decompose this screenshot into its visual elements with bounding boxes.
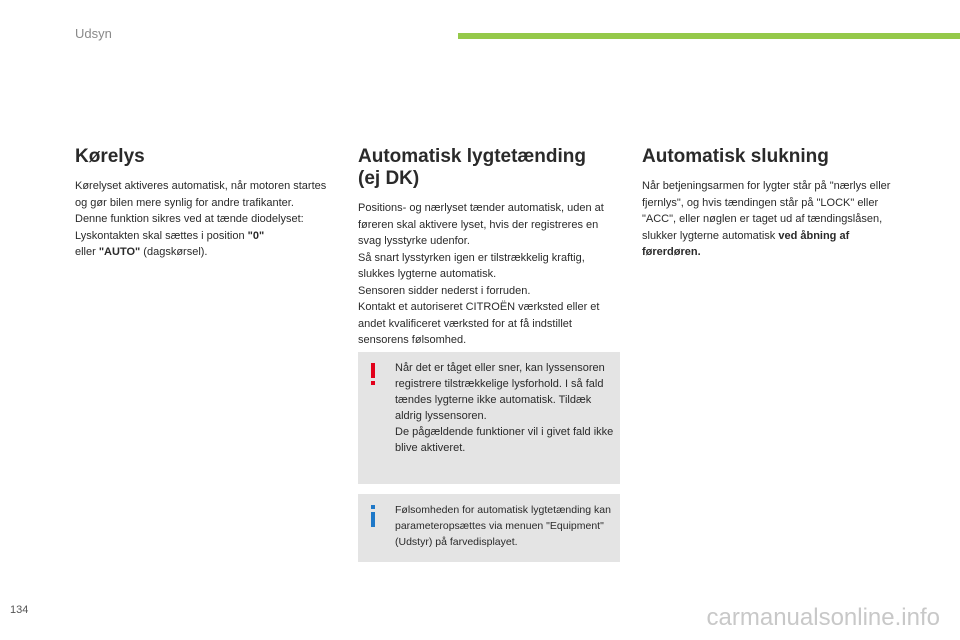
position-0-label: "0"	[247, 229, 265, 242]
warning-note	[358, 352, 620, 484]
header-accent-bar	[458, 33, 960, 39]
column-auto-slukning	[642, 146, 904, 261]
auto-lygte-paragraph-4: Kontakt et autoriseret CITROËN værksted eller et andet kvalificeret værksted for at få indstillet sensorens følsomhed.	[358, 301, 600, 346]
heading-auto-slukning: Automatisk slukning	[642, 146, 829, 167]
warning-paragraph-2: De pågældende funktioner vil i givet fald ikke blive aktiveret.	[395, 426, 614, 454]
section-title: Udsyn	[75, 26, 112, 41]
watermark: carmanualsonline.info	[706, 604, 940, 631]
auto-lygte-paragraph-2: Så snart lysstyrken igen er tilstrækkelig kraftig, slukkes lygterne automatisk.	[358, 251, 585, 280]
column-auto-lygtetaending	[358, 146, 620, 349]
korelys-p2-text: Denne funktion sikres ved at tænde diodelyset: Lyskontakten skal sættes i position	[75, 213, 304, 242]
heading-auto-lygtetaending: Automatisk lygtetænding (ej DK)	[358, 146, 587, 189]
auto-slukning-bold: ved åbning af førerdøren.	[642, 229, 850, 258]
position-auto-label: "AUTO"	[98, 246, 141, 258]
auto-lygte-paragraph-3: Sensoren sidder nederst i forruden.	[358, 284, 531, 297]
korelys-paragraph-1: Kørelyset aktiveres automatisk, når motoren startes og gør bilen mere synlig for andre trafikanter.	[75, 180, 327, 209]
info-paragraph-1: Følsomheden for automatisk lygtetænding kan parameteropsættes via menuen "Equipment" (Udstyr) på farvedisplayet.	[395, 504, 611, 548]
info-icon	[366, 504, 380, 528]
warning-paragraph-1: Når det er tåget eller sner, kan lyssensoren registrere tilstrækkelige lysforhold. I så fald tændes lygterne ikke automatisk. Tildæk aldrig lyssensoren.	[395, 362, 605, 422]
korelys-paragraph-2	[75, 211, 337, 261]
heading-korelys: Kørelys	[75, 146, 145, 167]
column-korelys	[75, 146, 337, 261]
korelys-p2-tail: (dagskørsel).	[140, 246, 208, 258]
auto-slukning-paragraph-1	[642, 178, 904, 261]
auto-slukning-text: Når betjeningsarmen for lygter står på "nærlys eller fjernlys", og hvis tændingen står på "LOCK" eller "ACC", eller nøglen er taget ud af tændingslåsen, slukker lygterne automatisk	[642, 180, 891, 242]
info-note	[358, 494, 620, 562]
exclamation-icon	[366, 362, 380, 386]
auto-lygte-paragraph-1: Positions- og nærlyset tænder automatisk, uden at føreren skal aktivere lyset, hvis der registreres en svag lysstyrke udenfor.	[358, 202, 604, 247]
page-number: 134	[10, 604, 29, 616]
korelys-p2-eller: eller	[75, 246, 99, 258]
